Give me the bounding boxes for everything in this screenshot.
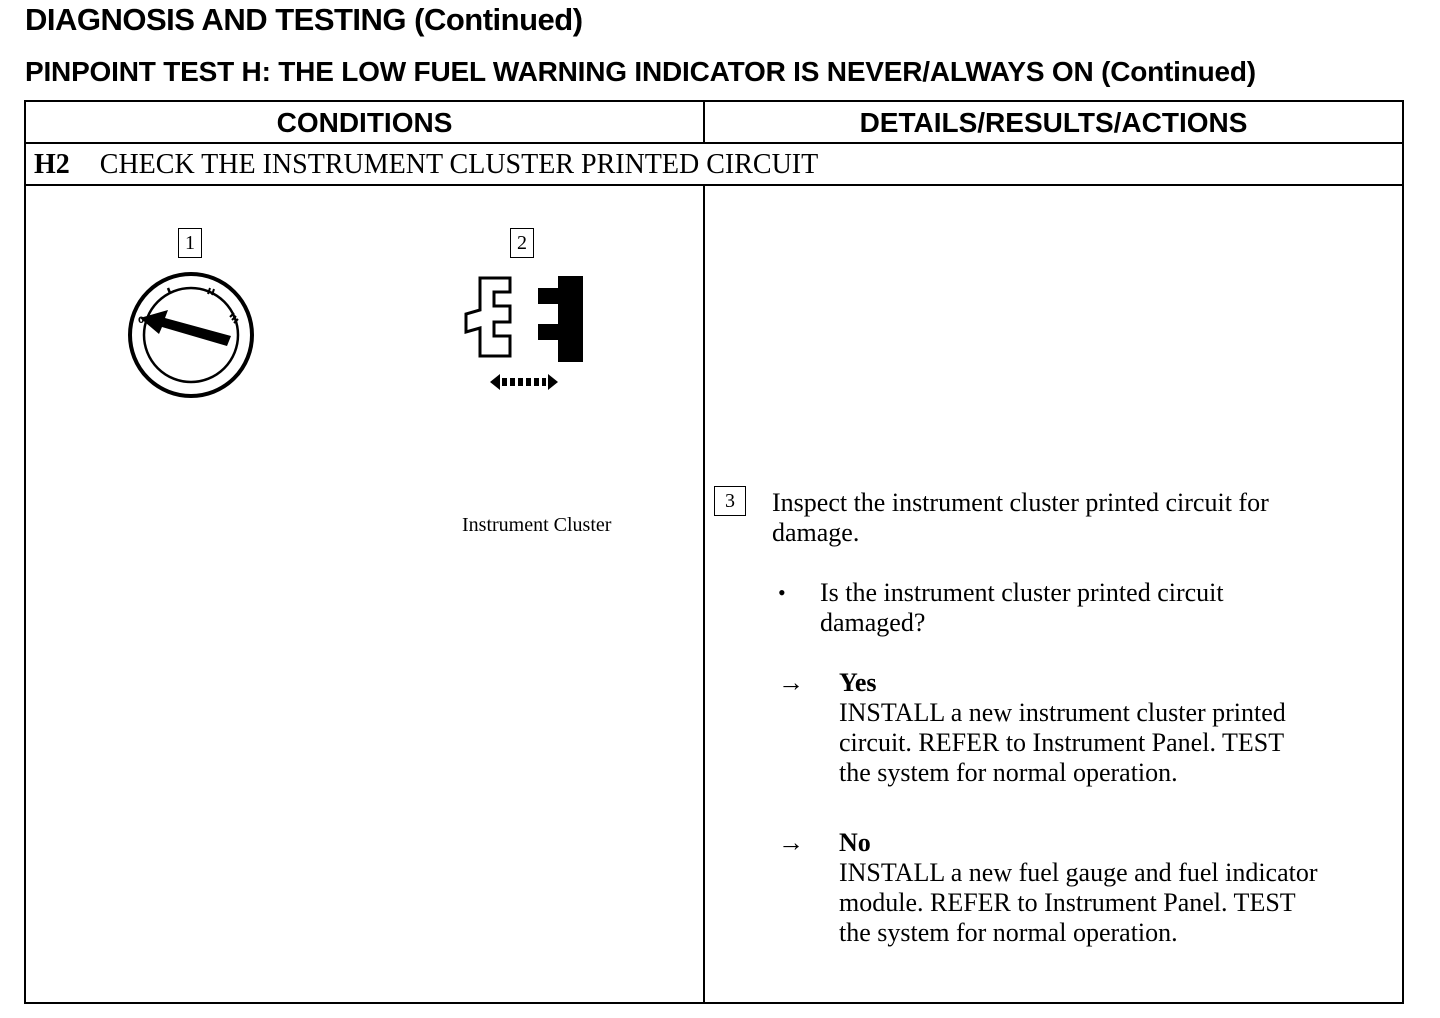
- step-id: H2: [34, 149, 70, 180]
- step-3-box: 3: [714, 486, 746, 516]
- ignition-switch-off-icon: [126, 270, 256, 400]
- section-title: DIAGNOSIS AND TESTING (Continued): [25, 2, 583, 37]
- details-column-header: DETAILS/RESULTS/ACTIONS: [859, 107, 1248, 138]
- no-action-line-3: the system for normal operation.: [839, 918, 1178, 947]
- no-action-line-1: INSTALL a new fuel gauge and fuel indicator: [839, 858, 1318, 887]
- pinpoint-test-title: PINPOINT TEST H: THE LOW FUEL WARNING INDICATOR IS NEVER/ALWAYS ON (Continued): [25, 56, 1256, 87]
- step-title: CHECK THE INSTRUMENT CLUSTER PRINTED CIRCUIT: [99, 149, 819, 180]
- svg-text:0: 0: [138, 316, 145, 326]
- yes-label: Yes: [839, 668, 877, 697]
- step-divider: [26, 184, 1402, 186]
- header-divider: [26, 142, 1402, 144]
- column-divider: [703, 184, 705, 1002]
- yes-arrow-icon: →: [778, 668, 804, 697]
- step-1-box: 1: [178, 228, 202, 258]
- no-arrow-icon: →: [778, 828, 804, 857]
- step-2-box: 2: [510, 228, 534, 258]
- no-action-line-2: module. REFER to Instrument Panel. TEST: [839, 888, 1296, 917]
- instrument-cluster-caption: Instrument Cluster: [462, 514, 612, 536]
- instruction-line-1: Inspect the instrument cluster printed circuit for: [772, 488, 1269, 517]
- question-line-1: Is the instrument cluster printed circuit: [820, 578, 1224, 607]
- question-line-2: damaged?: [820, 608, 926, 637]
- step-row: [34, 146, 818, 184]
- conditions-column-header: CONDITIONS: [276, 107, 453, 138]
- yes-action-line-3: the system for normal operation.: [839, 758, 1178, 787]
- instruction-line-2: damage.: [772, 518, 860, 547]
- pinpoint-test-table: [24, 100, 1404, 1004]
- no-label: No: [839, 828, 871, 857]
- connector-disconnect-icon: [458, 270, 588, 398]
- bullet-icon: •: [778, 580, 786, 605]
- yes-action-line-2: circuit. REFER to Instrument Panel. TEST: [839, 728, 1285, 757]
- yes-action-line-1: INSTALL a new instrument cluster printed: [839, 698, 1286, 727]
